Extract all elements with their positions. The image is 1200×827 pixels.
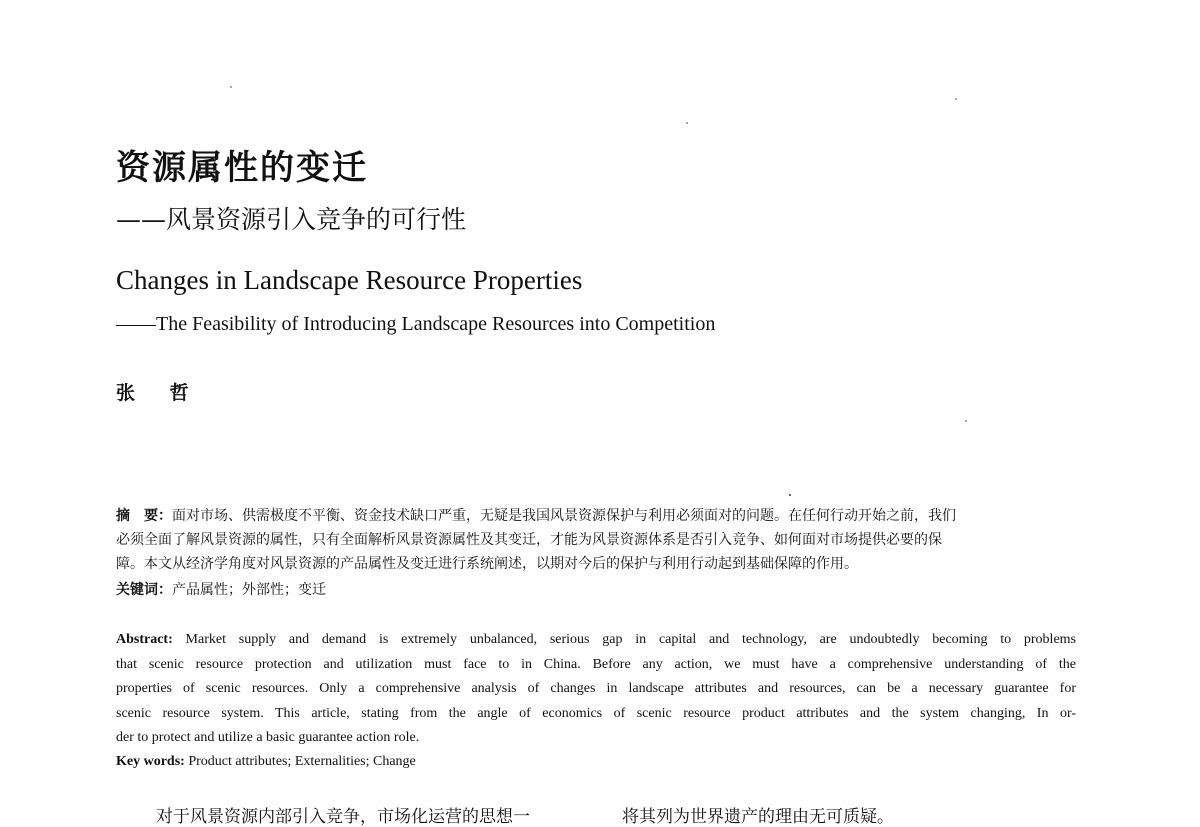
title-chinese: 资源属性的变迁	[116, 148, 368, 188]
abstract-english-line-1: Abstract: Market supply and demand is extremely unbalanced, serious gap in capital and technology, are undoubtedly becoming to problems	[116, 632, 1076, 647]
scan-speck	[965, 420, 967, 422]
subtitle-english: ——The Feasibility of Introducing Landscape Resources into Competition	[116, 313, 716, 335]
abstract-english-line-3: properties of scenic resources. Only a comprehensive analysis of changes in landscape attributes and resources, can be a necessary guarantee for	[116, 681, 1076, 696]
author-name: 张 哲	[116, 382, 203, 404]
keywords-chinese-label: 关键词：	[116, 582, 172, 598]
abstract-english-line-4: scenic resource system. This article, stating from the angle of economics of scenic resource product attributes and the system changing, In or-	[116, 705, 1076, 721]
abstract-english	[116, 628, 1076, 751]
keywords-english-label: Key words:	[116, 754, 185, 769]
keywords-chinese-text: 产品属性；外部性；变迁	[172, 582, 326, 598]
abstract-chinese-line-1: 摘 要：面对市场、供需极度不平衡、资金技术缺口严重，无疑是我国风景资源保护与利用必须面对的问题。在任何行动开始之前，我们	[116, 508, 956, 524]
keywords-english-text: Product attributes; Externalities; Change	[188, 754, 416, 769]
abstract-english-line-5: der to protect and utilize a basic guarantee action role.	[116, 730, 420, 745]
subtitle-chinese: ——风景资源引入竞争的可行性	[116, 205, 467, 234]
keywords-english	[116, 750, 416, 774]
abstract-chinese-line-3: 障。本文从经济学角度对风景资源的产品属性及变迁进行系统阐述，以期对今后的保护与利用行动起到基础保障的作用。	[116, 556, 858, 572]
abstract-english-line-2: that scenic resource protection and utilization must face to in China. Before any action, we must have a comprehensive understanding of the	[116, 656, 1076, 672]
scan-speck	[230, 86, 232, 88]
body-text-left-column: 对于风景资源内部引入竞争，市场化运营的思想一	[156, 807, 530, 827]
body-text-right-column: 将其列为世界遗产的理由无可质疑。	[622, 807, 894, 827]
scan-speck	[955, 98, 957, 100]
scan-speck	[686, 122, 688, 124]
keywords-chinese	[116, 578, 326, 602]
abstract-chinese-label: 摘 要：	[116, 508, 172, 524]
scan-speck	[789, 494, 791, 496]
abstract-english-label: Abstract:	[116, 632, 173, 647]
abstract-chinese	[116, 504, 1076, 576]
abstract-chinese-line-2: 必须全面了解风景资源的属性，只有全面解析风景资源属性及其变迁，才能为风景资源体系是否引入竞争、如何面对市场提供必要的保	[116, 532, 942, 548]
title-english: Changes in Landscape Resource Properties	[116, 265, 583, 295]
